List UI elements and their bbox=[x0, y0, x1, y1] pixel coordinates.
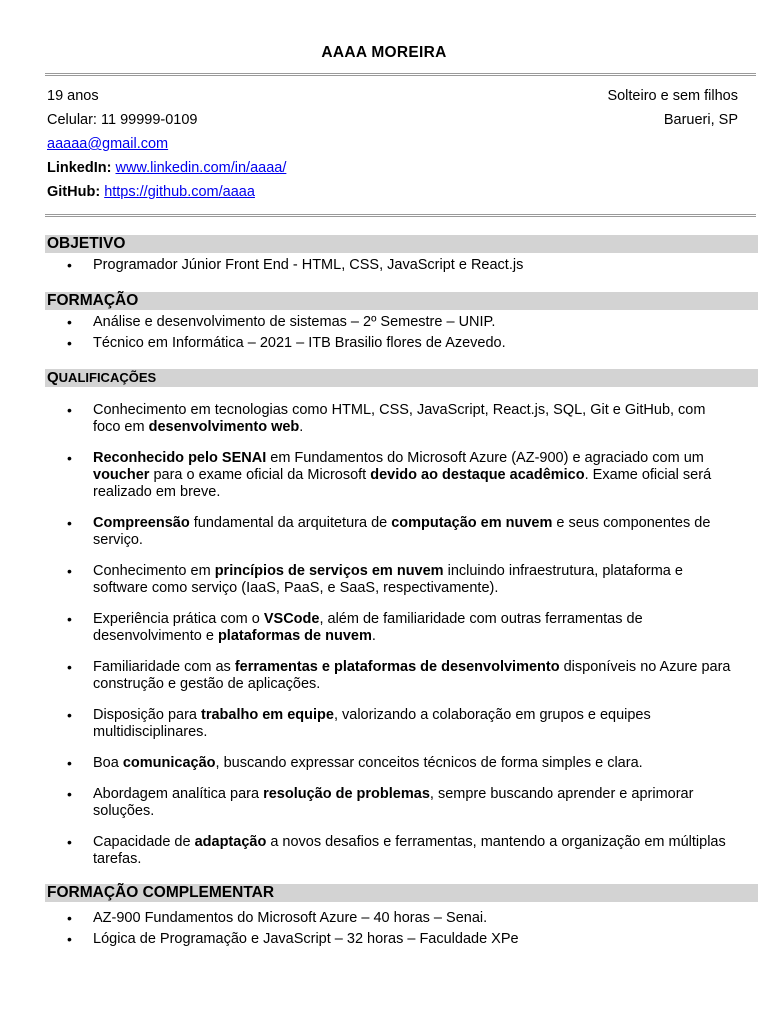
bullet-icon: • bbox=[67, 755, 72, 771]
emphasis-text: voucher bbox=[93, 467, 150, 483]
list-item-text: Abordagem analítica para bbox=[93, 786, 264, 802]
bullet-icon: • bbox=[67, 786, 72, 802]
list-item-text: Boa bbox=[93, 755, 123, 771]
list-item bbox=[45, 755, 735, 772]
bullet-icon: • bbox=[67, 707, 72, 723]
list-item-text: . Exame oficial será realizado em breve. bbox=[93, 467, 712, 500]
list-item bbox=[45, 335, 735, 352]
list-item-text: Técnico em Informática – 2021 – ITB Brasilio flores de Azevedo. bbox=[93, 335, 506, 351]
list-item bbox=[45, 659, 735, 693]
github-row bbox=[47, 184, 255, 200]
emphasis-text: adaptação bbox=[194, 834, 267, 850]
bullet-icon: • bbox=[67, 834, 72, 850]
qualificacoes-title-initial: Q bbox=[47, 369, 59, 386]
section-formacao-title: FORMAÇÃO bbox=[45, 292, 758, 310]
list-item bbox=[45, 931, 735, 948]
emphasis-text: Reconhecido pelo SENAI bbox=[93, 450, 267, 466]
list-item-text: a novos desafios e ferramentas, mantendo a organização em múltiplas tarefas. bbox=[93, 834, 726, 867]
linkedin-row bbox=[47, 160, 286, 176]
objetivo-list bbox=[45, 257, 735, 278]
header-divider bbox=[45, 73, 756, 76]
list-item bbox=[45, 611, 735, 645]
list-item-text: Capacidade de bbox=[93, 834, 195, 850]
emphasis-text: princípios de serviços em nuvem bbox=[214, 563, 444, 579]
bullet-icon: • bbox=[67, 931, 72, 947]
emphasis-text: computação em nuvem bbox=[391, 515, 553, 531]
bullet-icon: • bbox=[67, 515, 72, 531]
list-item-text: . bbox=[299, 419, 304, 435]
emphasis-text: comunicação bbox=[122, 755, 216, 771]
bullet-icon: • bbox=[67, 611, 72, 627]
list-item-text: em Fundamentos do Microsoft Azure (AZ-900) e agraciado com um bbox=[266, 450, 704, 466]
email-link[interactable]: aaaaa@gmail.com bbox=[47, 136, 169, 152]
bullet-icon: • bbox=[67, 257, 72, 273]
list-item bbox=[45, 707, 735, 741]
list-item-text: . bbox=[371, 628, 376, 644]
list-item bbox=[45, 786, 735, 820]
list-item-text: , buscando expressar conceitos técnicos de forma simples e clara. bbox=[215, 755, 643, 771]
complementar-list bbox=[45, 910, 735, 952]
city: Barueri, SP bbox=[663, 112, 738, 128]
qualificacoes-title-rest: UALIFICAÇÕES bbox=[58, 370, 157, 385]
marital-status: Solteiro e sem filhos bbox=[607, 88, 738, 104]
emphasis-text: plataformas de nuvem bbox=[217, 628, 372, 644]
github-label: GitHub: bbox=[47, 184, 101, 200]
list-item-text: para o exame oficial da Microsoft bbox=[149, 467, 371, 483]
bullet-icon: • bbox=[67, 335, 72, 351]
list-item-text: , valorizando a colaboração em grupos e equipes multidisciplinares. bbox=[93, 707, 651, 740]
qualificacoes-list bbox=[45, 402, 735, 882]
bullet-icon: • bbox=[67, 314, 72, 330]
list-item-text: , sempre buscando aprender e aprimorar soluções. bbox=[93, 786, 694, 819]
github-link[interactable]: https://github.com/aaaa bbox=[104, 184, 255, 200]
bullet-icon: • bbox=[67, 563, 72, 579]
list-item bbox=[45, 910, 735, 927]
section-complementar-title: FORMAÇÃO COMPLEMENTAR bbox=[45, 884, 758, 902]
phone: Celular: 11 99999-0109 bbox=[47, 112, 198, 128]
linkedin-link[interactable]: www.linkedin.com/in/aaaa/ bbox=[115, 160, 287, 176]
list-item bbox=[45, 563, 735, 597]
list-item-text: Familiaridade com as bbox=[93, 659, 235, 675]
list-item-text: Programador Júnior Front End - HTML, CSS, JavaScript e React.js bbox=[93, 257, 524, 273]
bullet-icon: • bbox=[67, 910, 72, 926]
list-item bbox=[45, 834, 735, 868]
list-item-text: incluindo infraestrutura, plataforma e software como serviço (IaaS, PaaS, e SaaS, respectivamente). bbox=[93, 563, 683, 596]
list-item-text: fundamental da arquitetura de bbox=[189, 515, 392, 531]
emphasis-text: ferramentas e plataformas de desenvolvimento bbox=[234, 659, 560, 675]
bullet-icon: • bbox=[67, 402, 72, 418]
list-item bbox=[45, 450, 735, 501]
emphasis-text: trabalho em equipe bbox=[201, 707, 334, 723]
list-item bbox=[45, 314, 735, 331]
list-item-text: AZ-900 Fundamentos do Microsoft Azure – 40 horas – Senai. bbox=[93, 910, 488, 926]
emphasis-text: devido ao destaque acadêmico bbox=[370, 467, 585, 483]
candidate-name: AAAA MOREIRA bbox=[321, 44, 447, 61]
list-item-text: Análise e desenvolvimento de sistemas – 2º Semestre – UNIP. bbox=[93, 314, 496, 330]
list-item-text: e seus componentes de serviço. bbox=[93, 515, 711, 548]
list-item-text: Conhecimento em tecnologias como HTML, CSS, JavaScript, React.js, SQL, Git e GitHub, com foco em bbox=[93, 402, 706, 435]
section-objetivo-title: OBJETIVO bbox=[45, 235, 758, 253]
age: 19 anos bbox=[47, 88, 99, 104]
list-item-text: Conhecimento em bbox=[93, 563, 215, 579]
emphasis-text: VSCode bbox=[263, 611, 320, 627]
bullet-icon: • bbox=[67, 450, 72, 466]
bullet-icon: • bbox=[67, 659, 72, 675]
emphasis-text: resolução de problemas bbox=[263, 786, 430, 802]
list-item-text: , além de familiaridade com outras ferramentas de desenvolvimento e bbox=[93, 611, 643, 644]
emphasis-text: desenvolvimento web bbox=[148, 419, 300, 435]
list-item bbox=[45, 515, 735, 549]
list-item bbox=[45, 257, 735, 274]
list-item-text: disponíveis no Azure para construção e gestão de aplicações. bbox=[93, 659, 731, 692]
linkedin-label: LinkedIn: bbox=[47, 160, 112, 176]
section-qualificacoes-title bbox=[45, 369, 758, 387]
list-item bbox=[45, 402, 735, 436]
emphasis-text: Compreensão bbox=[93, 515, 190, 531]
list-item-text: Experiência prática com o bbox=[93, 611, 264, 627]
list-item-text: Disposição para bbox=[93, 707, 201, 723]
list-item-text: Lógica de Programação e JavaScript – 32 horas – Faculdade XPe bbox=[93, 931, 519, 947]
formacao-list bbox=[45, 314, 735, 356]
contact-divider bbox=[45, 214, 756, 217]
